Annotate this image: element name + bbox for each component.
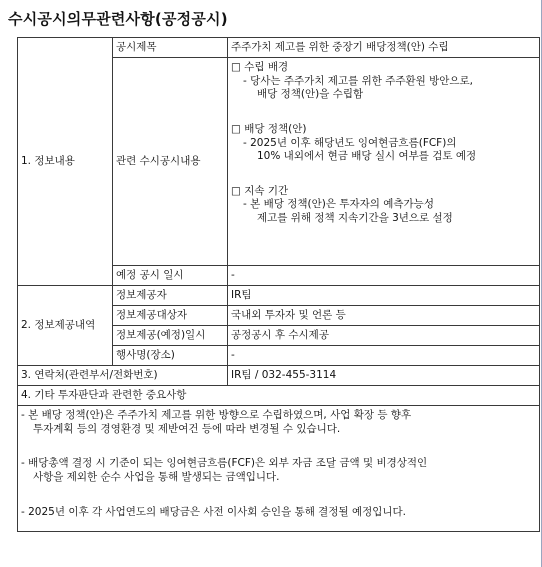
field-label: 공시제목 xyxy=(113,38,228,58)
field-label: 정보제공(예정)일시 xyxy=(113,326,228,346)
field-label: 예정 공시 일시 xyxy=(113,266,228,286)
field-value: 주주가치 제고를 위한 중장기 배당정책(안) 수립 xyxy=(228,38,540,58)
bullet-heading: □ 배당 정책(안) xyxy=(231,122,307,135)
field-label: 관련 수시공시내용 xyxy=(113,58,228,266)
field-label: 정보제공자 xyxy=(113,286,228,306)
note-line: - 배당총액 결정 시 기준이 되는 잉여현금흐름(FCF)은 외부 자금 조달 금액 및 비경상적인 xyxy=(21,457,428,470)
bullet-heading: □ 지속 기간 xyxy=(231,184,289,197)
field-label: 행사명(장소) xyxy=(113,346,228,366)
disclosure-content xyxy=(228,58,540,266)
field-value: - xyxy=(228,266,540,286)
section-label: 3. 연락처(관련부서/전화번호) xyxy=(18,366,228,386)
content-line: 배당 정책(안)을 수립함 xyxy=(257,88,364,101)
table-row xyxy=(18,366,540,386)
field-value: 국내외 투자자 및 언론 등 xyxy=(228,306,540,326)
note-line: - 본 배당 정책(안)은 주주가치 제고를 위한 방향으로 수립하였으며, 사업 확장 등 향후 xyxy=(21,409,412,421)
content-line: - 본 배당 정책(안)은 투자자의 예측가능성 xyxy=(243,198,434,211)
field-value: - xyxy=(228,346,540,366)
page-title: 수시공시의무관련사항(공정공시) xyxy=(8,10,228,28)
bullet-heading: □ 수립 배경 xyxy=(231,61,289,73)
note-line: 사항을 제외한 순수 사업을 통해 발생되는 금액입니다. xyxy=(33,470,280,483)
content-line: 제고를 위해 정책 지속기간을 3년으로 설정 xyxy=(257,212,453,225)
notes-content xyxy=(18,406,540,532)
table-row xyxy=(18,386,540,406)
content-line: - 2025년 이후 해당년도 잉여현금흐름(FCF)의 xyxy=(243,136,457,149)
table-row xyxy=(18,406,540,532)
disclosure-table xyxy=(17,37,540,532)
table-row xyxy=(18,38,540,58)
section-label: 4. 기타 투자판단과 관련한 중요사항 xyxy=(18,386,540,406)
field-value: IR팀 / 032-455-3114 xyxy=(228,366,540,386)
content-line: - 당사는 주주가치 제고를 위한 주주환원 방안으로, xyxy=(243,74,474,87)
field-value: IR팀 xyxy=(228,286,540,306)
section-label: 2. 정보제공내역 xyxy=(18,286,113,366)
content-line: 10% 내외에서 현금 배당 실시 여부를 검토 예정 xyxy=(257,150,477,163)
field-value: 공정공시 후 수시제공 xyxy=(228,326,540,346)
note-line: - 2025년 이후 각 사업연도의 배당금은 사전 이사회 승인을 통해 결정될 예정입니다. xyxy=(21,505,406,518)
note-line: 투자계획 등의 경영환경 및 제반여건 등에 따라 변경될 수 있습니다. xyxy=(33,422,341,435)
table-row xyxy=(18,286,540,306)
section-label: 1. 정보내용 xyxy=(18,38,113,286)
field-label: 정보제공대상자 xyxy=(113,306,228,326)
